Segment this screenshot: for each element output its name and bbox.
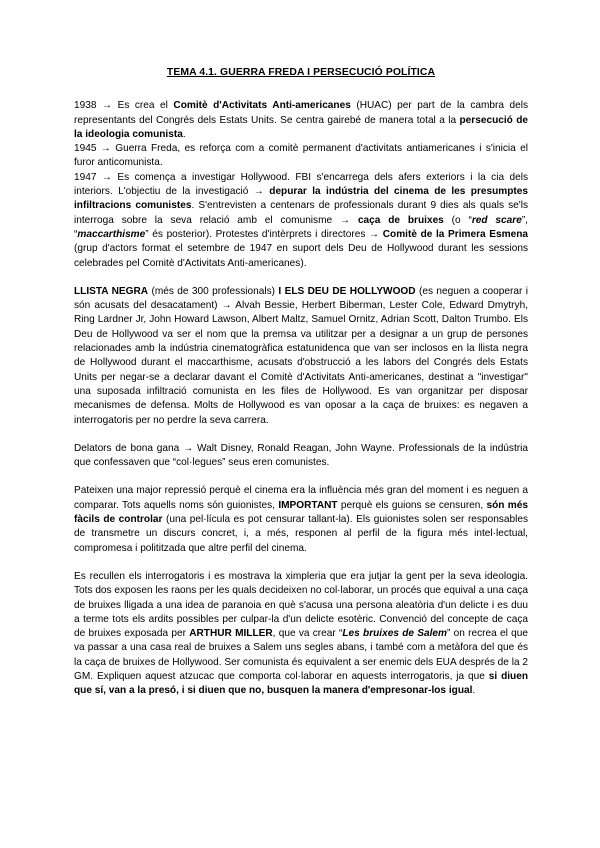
text-span: (es neguen a cooperar i són acusats del desacatament) → Alvah Bessie, Herbert Biberman, Lester Cole, Edward Dmytryh, Ring Lardner Jr, John Howard Lawson, Albert Maltz, Samuel Ornitz, Adrian Scott, Dalton Trumbo. Els Deu de Hollywood va ser el nom que la premsa va utilitzar per a designar a un grup de persones relacionades amb la indústria cinematogràfica estatunidenca que van ser inclosos en la llista negra de Hollywood durant el maccarthisme, acusats d'obstrucció a les labors del Congrés dels Estats Units per negar-se a declarar davant el Comitè d'Activitats Anti-americanes, destinat a "investigar" una suposada infiltració comunista en les files de Hollywood. Es van organitzar per disposar mecanismes de defensa. Molts de Hollywood es van oposar a la caça de bruixes: es negaven a interrogatoris per no perdre la seva carrera. (74, 285, 528, 426)
paragraph-gap (74, 470, 528, 484)
bold-span: són més fàcils de controlar (74, 499, 528, 526)
paragraph-recullen (74, 570, 528, 699)
paragraph-1945: 1945 → Guerra Freda, es reforça com a comitè permanent d'activitats antiamericanes i s'inicia el furor anticomunista. (74, 143, 528, 169)
bold-span: si diuen que sí, van a la presó, i si diuen que no, busquen la manera d'empresonar-los igual (74, 670, 529, 697)
bold-italic-span: red scare (471, 214, 522, 226)
bold-span: depurar la indústria del cinema de les presumptes infiltracions comunistes (74, 186, 529, 212)
paragraph-gap (74, 556, 528, 570)
bold-span: Comitè d'Activitats Anti-americanes (173, 100, 351, 112)
text-span: (o “ (443, 214, 472, 226)
text-span: 1947 → Es comença a investigar Hollywood. FBI s'encarrega dels afers exteriors i la cia dels interiors. L'objectiu de la investigació → (74, 171, 528, 198)
bold-span: persecució de la ideologia comunista (74, 114, 529, 140)
bold-span: caça de bruixes (357, 214, 444, 226)
paragraph-llista-negra (74, 285, 528, 428)
text-span: Pateixen una major repressió perquè el cinema era la influència més gran del moment i es neguen a comparar. Tots aquells noms són guionistes, (74, 485, 528, 511)
bold-span: LLISTA NEGRA (74, 285, 149, 297)
text-span: ” on recrea el que va passar a una casa real de bruixes a Salem uns segles abans, i també com a metàfora del que és la caça de bruixes de Hollywood. Ser comunista és equivalent a ser enemic dels EUA després de la 2 GM. Expliquen aquest atzucac que comporta col·laborar en aquests interrogatoris, ja que (74, 628, 528, 682)
bold-span: IMPORTANT (278, 499, 338, 511)
bold-span: ARTHUR MILLER (189, 628, 273, 640)
bold-span: I ELS DEU DE HOLLYWOOD (278, 285, 416, 297)
paragraph-pateixen (74, 484, 528, 555)
text-span: ”, “ (74, 214, 528, 240)
text-span: . S'entrevisten a centenars de professionals durant 9 dies als quals se'ls interroga sobre la seva relació amb el comunisme → (74, 200, 528, 226)
page-title: TEMA 4.1. GUERRA FREDA I PERSECUCIÓ POLÍTICA (166, 67, 436, 78)
bold-italic-span: Les bruixes de Salem (342, 628, 448, 640)
bold-span: Comitè de la Primera Esmena (382, 228, 528, 240)
text-span: , que va crear “ (272, 628, 343, 640)
text-span: (més de 300 professionals) (148, 285, 279, 297)
paragraph-1938 (74, 99, 528, 142)
text-span: . (182, 128, 186, 140)
text-span: Es recullen els interrogatoris i es mostrava la ximpleria que era jutjar la gent per la seva ideologia. Tots dos exposen les raons per les quals decideixen no col·laborar, un procés que equival a una caça de bruixes lligada a una idea de paranoia en què s'acusa una persona aleatòria d'un delicte i es duu a terme tots els ardits possibles per culpar-la d'un delicte esotèric. Convenció del concepte de caça de bruixes exposada per (74, 570, 528, 640)
text-span: ” és posterior). Protestes d'intèrprets i directores → (145, 228, 383, 240)
paragraph-delators: Delators de bona gana → Walt Disney, Ronald Reagan, John Wayne. Professionals de la indústria que confessaven que “col·legues” seus eren comunistes. (74, 442, 528, 469)
text-span: 1938 → Es crea el (74, 100, 174, 112)
paragraph-gap (74, 271, 528, 285)
document-page (74, 66, 528, 699)
text-span: . (472, 685, 476, 697)
text-span: perquè els guions se censuren, (337, 499, 487, 511)
text-span: (grup d'actors format el setembre de 1947 en suport dels Deu de Hollywood durant les sessions celebrades pel Comitè d'Activitats Anti-americanes). (74, 243, 528, 269)
text-span: (HUAC) per part de la cambra dels representants del Congrés dels Estats Units. Se centra gairebé de manera total a la (74, 100, 529, 126)
text-span: (una pel·lícula es pot censurar tallant-la). Els guionistes solen ser responsables de transmetre un discurs concret, i, a més, responen al perfil de la figura més intel·lectual, compromesa i polititzada que altre perfil del cinema. (74, 514, 528, 554)
paragraph-gap (74, 428, 528, 442)
paragraph-1947 (74, 171, 528, 271)
bold-italic-span: maccarthisme (77, 228, 146, 240)
